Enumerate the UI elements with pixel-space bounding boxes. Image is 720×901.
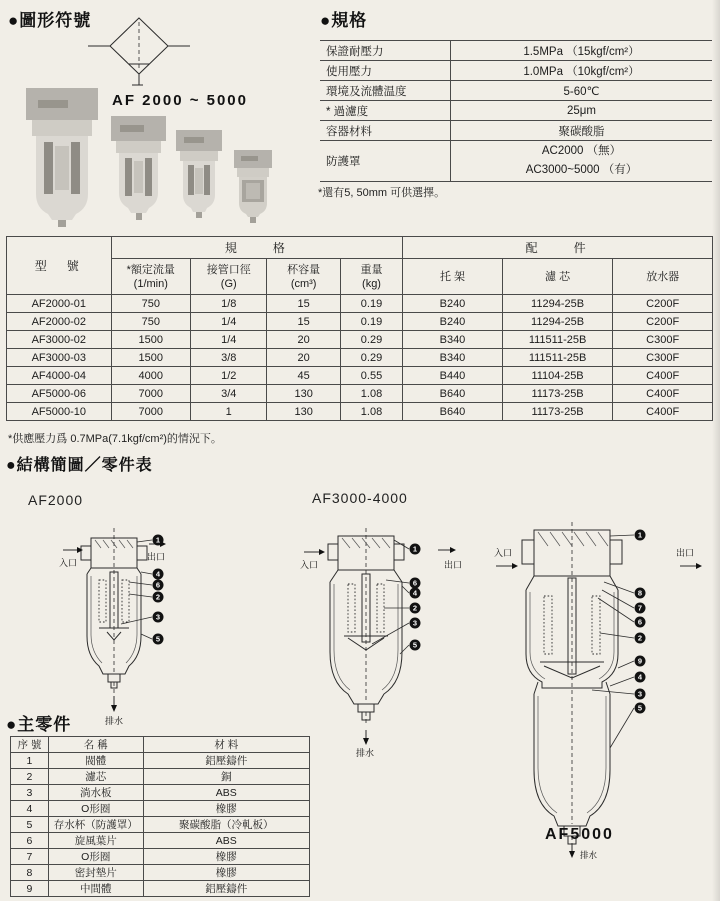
inlet-label: 入口 (494, 548, 513, 558)
callout-number: 5 (637, 703, 643, 713)
model-table-cell: 0.19 (340, 313, 402, 331)
model-table-cell: B440 (403, 367, 503, 385)
col-header-port-size (191, 259, 267, 295)
callout-number: 3 (155, 612, 161, 622)
callout-number: 6 (412, 578, 418, 588)
col-header-line: 重量 (360, 263, 383, 276)
callout-number: 6 (637, 617, 643, 627)
model-table-cell: B640 (403, 385, 503, 403)
model-table-cell: 1/8 (191, 295, 267, 313)
table-row (11, 801, 310, 817)
col-header-line: (kg) (362, 277, 381, 290)
col-header-weight (340, 259, 402, 295)
model-table-cell: 0.55 (340, 367, 402, 385)
inlet-label: 入口 (300, 560, 319, 570)
model-table-cell: AF3000-02 (7, 331, 112, 349)
group-header-accessories: 配 件 (403, 237, 713, 259)
parts-table-cell: 淌水板 (48, 785, 143, 801)
diagram-label-af2000: AF2000 (28, 492, 84, 508)
model-table-cell: 111511-25B (502, 331, 613, 349)
parts-table-cell: 4 (11, 801, 49, 817)
model-table-cell: 11294-25B (502, 313, 613, 331)
model-table-cell: AF4000-04 (7, 367, 112, 385)
parts-table-cell: 銅 (143, 769, 309, 785)
callout-number: 5 (155, 634, 161, 644)
parts-table-cell: 橡膠 (143, 865, 309, 881)
callout-number: 2 (155, 592, 161, 602)
parts-table-cell: 1 (11, 753, 49, 769)
table-header-row (7, 259, 713, 295)
model-table-cell: 11294-25B (502, 295, 613, 313)
parts-table-cell: 橡膠 (143, 801, 309, 817)
drain-label: 排水 (580, 850, 598, 860)
inlet-label: 入口 (59, 558, 78, 568)
spec-value (451, 141, 713, 182)
parts-table-cell: 密封墊片 (48, 865, 143, 881)
model-table-cell: B640 (403, 403, 503, 421)
parts-table-cell: 2 (11, 769, 49, 785)
outlet-label: 出口 (676, 548, 695, 558)
table-row (11, 817, 310, 833)
model-table-cell: C200F (613, 295, 713, 313)
spec-value: 聚碳酸脂 (451, 121, 713, 141)
table-row (320, 141, 712, 182)
col-header-element (502, 259, 613, 295)
table-header-row (7, 237, 713, 259)
model-table-cell: 0.29 (340, 349, 402, 367)
model-table-cell: 0.19 (340, 295, 402, 313)
table-row (7, 403, 713, 421)
callout-number: 4 (412, 588, 418, 598)
drain-label: 排水 (105, 716, 124, 726)
model-table-cell: 0.29 (340, 331, 402, 349)
callout-number: 3 (412, 618, 418, 628)
table-row (7, 295, 713, 313)
section-title-spec: ●規格 (320, 11, 368, 30)
parts-table-cell: 中間體 (48, 881, 143, 897)
model-table-cell: B240 (403, 313, 503, 331)
table-row (7, 367, 713, 385)
table-row (11, 833, 310, 849)
table-row (11, 881, 310, 897)
callouts (372, 540, 421, 654)
col-header-part-material: 材 料 (143, 737, 309, 753)
spec-label: 防護罩 (320, 141, 451, 182)
callout-number: 4 (155, 569, 161, 579)
diagram-af5000 (488, 518, 720, 862)
table-row (11, 785, 310, 801)
model-table-cell: 15 (267, 313, 340, 331)
spec-footnote: *還有5, 50mm 可供選擇。 (318, 187, 446, 199)
model-table-cell: 7000 (111, 385, 190, 403)
model-table-cell: 1/4 (191, 313, 267, 331)
outlet-label: 出口 (147, 552, 166, 562)
col-header-line: (1/min) (133, 277, 168, 290)
model-table-cell: C400F (613, 403, 713, 421)
model-table-cell: C400F (613, 367, 713, 385)
table-row (7, 313, 713, 331)
table-row (320, 41, 712, 61)
table-row (11, 753, 310, 769)
parts-table-cell: O形圈 (48, 801, 143, 817)
model-table-cell: 7000 (111, 403, 190, 421)
callout-number: 2 (412, 603, 418, 613)
spec-value-line: AC2000 （無） (541, 145, 622, 157)
col-header-part-name: 名 稱 (48, 737, 143, 753)
spec-value: 25μm (451, 101, 713, 121)
col-header-model: 型 號 (7, 237, 112, 295)
diagram-label-af5000: AF5000 (545, 826, 614, 843)
model-table-cell: C200F (613, 313, 713, 331)
group-header-spec: 規 格 (111, 237, 403, 259)
section-title-symbol: ●圖形符號 (8, 11, 92, 30)
table-row (11, 849, 310, 865)
parts-table-cell: ABS (143, 833, 309, 849)
spec-label: * 過濾度 (320, 101, 451, 121)
parts-table-cell: 6 (11, 833, 49, 849)
parts-table-cell: 濾芯 (48, 769, 143, 785)
model-table-footnote: *供應壓力爲 0.7MPa(7.1kgf/cm²)的情況下。 (8, 433, 222, 445)
col-header-line: 放水器 (646, 270, 680, 283)
model-table-cell: B340 (403, 331, 503, 349)
table-row (320, 81, 712, 101)
drain-label: 排水 (356, 748, 375, 758)
parts-table-cell: 鋁壓鑄件 (143, 753, 309, 769)
table-row (7, 331, 713, 349)
col-header-flow (111, 259, 190, 295)
callout-number: 7 (637, 603, 643, 613)
col-header-line: (G) (220, 277, 237, 290)
model-table-cell: C300F (613, 331, 713, 349)
product-photo-af5000-mini (234, 150, 272, 223)
spec-label: 容器材料 (320, 121, 451, 141)
col-header-line: 濾 芯 (545, 270, 571, 283)
model-table-cell: 20 (267, 349, 340, 367)
section-title-structure: ●結構簡圖／零件表 (6, 457, 153, 474)
table-row (320, 61, 712, 81)
model-table-cell: 11173-25B (502, 385, 613, 403)
col-header-drain (613, 259, 713, 295)
col-header-line: 接管口徑 (206, 263, 251, 276)
col-header-part-no: 序 號 (11, 737, 49, 753)
parts-table-cell: 橡膠 (143, 849, 309, 865)
model-table-cell: 111511-25B (502, 349, 613, 367)
model-table-cell: 1/2 (191, 367, 267, 385)
model-table-cell: AF5000-06 (7, 385, 112, 403)
model-table-cell: 11173-25B (502, 403, 613, 421)
model-table-cell: 4000 (111, 367, 190, 385)
parts-table-cell: 存水杯（防護罩） (48, 817, 143, 833)
spec-label: 環境及流體温度 (320, 81, 451, 101)
spec-table (320, 40, 712, 182)
table-header-row (11, 737, 310, 753)
model-table-cell: 3/8 (191, 349, 267, 367)
callout-number: 2 (637, 633, 643, 643)
model-table-cell: C400F (613, 385, 713, 403)
outlet-label: 出口 (444, 560, 463, 570)
spec-label: 使用壓力 (320, 61, 451, 81)
callout-number: 5 (412, 640, 418, 650)
diagram-af3000-4000 (298, 524, 480, 758)
col-header-line: (cm³) (290, 277, 317, 290)
product-range-label: AF 2000 ~ 5000 (112, 92, 248, 109)
spec-label: 保證耐壓力 (320, 41, 451, 61)
callout-number: 9 (637, 656, 643, 666)
col-header-line: 杯容量 (287, 263, 321, 276)
spec-value: 1.5MPa （15kgf/cm²） (451, 41, 713, 61)
spec-value: 1.0MPa （10kgf/cm²） (451, 61, 713, 81)
parts-table (10, 736, 310, 897)
model-table-cell: 1500 (111, 349, 190, 367)
table-row (11, 865, 310, 881)
model-table-cell: B240 (403, 295, 503, 313)
model-table-cell: 130 (267, 403, 340, 421)
col-header-line: *額定流量 (126, 263, 175, 276)
model-table-cell: 1 (191, 403, 267, 421)
model-table-cell: 1.08 (340, 403, 402, 421)
table-row (7, 385, 713, 403)
parts-table-cell: 閥體 (48, 753, 143, 769)
product-photo-af3000 (111, 116, 166, 220)
model-table-cell: B340 (403, 349, 503, 367)
col-header-bracket (403, 259, 503, 295)
model-table (6, 236, 713, 421)
callout-number: 1 (637, 530, 643, 540)
spec-value-line: AC3000~5000 （有） (525, 164, 638, 176)
parts-table-cell: 5 (11, 817, 49, 833)
col-header-line: 托 架 (439, 270, 465, 283)
model-table-cell: 130 (267, 385, 340, 403)
scan-edge-shadow (712, 0, 720, 901)
product-photo-af4000 (176, 130, 222, 218)
model-table-cell: 750 (111, 313, 190, 331)
table-row (7, 349, 713, 367)
filter-symbol-icon (82, 12, 197, 94)
callout-number: 8 (637, 588, 643, 598)
model-table-cell: C300F (613, 349, 713, 367)
model-table-cell: AF3000-03 (7, 349, 112, 367)
table-row (11, 769, 310, 785)
parts-table-cell: O形圈 (48, 849, 143, 865)
parts-table-cell: 聚碳酸脂（冷軋板） (143, 817, 309, 833)
model-table-cell: 1500 (111, 331, 190, 349)
parts-table-cell: 9 (11, 881, 49, 897)
spec-value: 5-60℃ (451, 81, 713, 101)
model-table-cell: AF2000-02 (7, 313, 112, 331)
callout-number: 4 (637, 672, 643, 682)
model-table-cell: 15 (267, 295, 340, 313)
parts-table-cell: 鋁壓鑄件 (143, 881, 309, 897)
model-table-cell: 750 (111, 295, 190, 313)
callout-number: 1 (412, 544, 418, 554)
model-table-cell: 45 (267, 367, 340, 385)
model-table-cell: 20 (267, 331, 340, 349)
product-photo-af2000-large (26, 88, 98, 227)
model-table-cell: 3/4 (191, 385, 267, 403)
parts-table-cell: ABS (143, 785, 309, 801)
model-table-cell: 1.08 (340, 385, 402, 403)
model-table-cell: AF5000-10 (7, 403, 112, 421)
diagram-af2000 (55, 524, 180, 726)
model-table-cell: 11104-25B (502, 367, 613, 385)
model-table-cell: AF2000-01 (7, 295, 112, 313)
callout-number: 6 (155, 580, 161, 590)
diagram-label-af3000-4000: AF3000-4000 (312, 490, 408, 506)
parts-table-cell: 3 (11, 785, 49, 801)
parts-table-cell: 8 (11, 865, 49, 881)
callout-number: 3 (637, 689, 643, 699)
parts-table-cell: 7 (11, 849, 49, 865)
table-row (320, 101, 712, 121)
col-header-bowl-capacity (267, 259, 340, 295)
parts-table-cell: 旋風葉片 (48, 833, 143, 849)
table-row (320, 121, 712, 141)
callout-number: 1 (155, 535, 161, 545)
model-table-cell: 1/4 (191, 331, 267, 349)
section-title-parts: ●主零件 (6, 715, 72, 734)
